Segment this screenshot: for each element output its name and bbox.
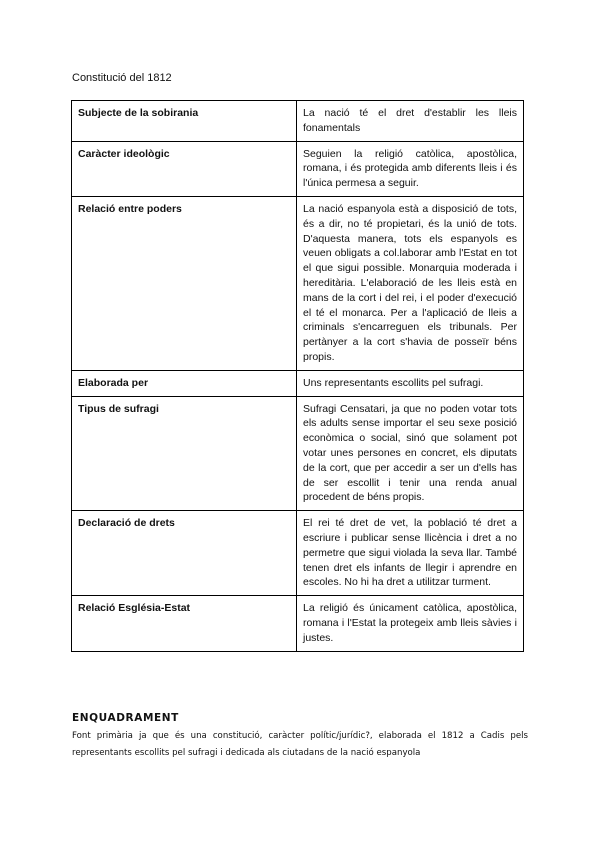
row-key: Relació Església-Estat: [72, 596, 297, 651]
constitution-table: [71, 100, 524, 652]
row-value: La nació té el dret d'establir les lleis fonamentals: [297, 101, 524, 142]
table-row: [72, 396, 524, 511]
row-key: Subjecte de la sobirania: [72, 101, 297, 142]
enquadrament-heading: ENQUADRAMENT: [72, 712, 179, 724]
table-row: [72, 511, 524, 596]
row-value: Seguien la religió catòlica, apostòlica, romana, i és protegida amb diferents lleis i és l'única permesa a seguir.: [297, 141, 524, 196]
row-key: Tipus de sufragi: [72, 396, 297, 511]
document-title: Constitució del 1812: [72, 72, 172, 84]
enquadrament-section: [72, 712, 528, 762]
row-key: Relació entre poders: [72, 196, 297, 370]
row-value: La religió és únicament catòlica, apostòlica, romana i l'Estat la protegeix amb lleis sàvies i justes.: [297, 596, 524, 651]
row-key: Caràcter ideològic: [72, 141, 297, 196]
table-row: [72, 370, 524, 396]
row-key: Declaració de drets: [72, 511, 297, 596]
row-key: Elaborada per: [72, 370, 297, 396]
row-value: La nació espanyola està a disposició de tots, és a dir, no té propietari, és la unió de tots. D'aquesta manera, tots els espanyols es veuen obligats a col.laborar amb l'Estat en tot el que sigui possible. Monarquia moderada i hereditària. L'elaboració de les lleis està en mans de la cort i del rei, i el poder d'execució el té el monarca. Per a l'aplicació de lleis a criminals s'encarreguen els tribunals. Per pertànyer a la cort s'havia de posseïr béns propis.: [297, 196, 524, 370]
table-row: [72, 596, 524, 651]
table-row: [72, 101, 524, 142]
table-row: [72, 141, 524, 196]
row-value: El rei té dret de vet, la població té dret a escriure i publicar sense llicència i dret a no permetre que sigui violada la seva llar. També tenen dret els infants de llegir i aprendre en escoles. No hi ha dret a utilitzar turment.: [297, 511, 524, 596]
row-value: Uns representants escollits pel sufragi.: [297, 370, 524, 396]
table-row: [72, 196, 524, 370]
enquadrament-text: Font primària ja que és una constitució, caràcter polític/jurídic?, elaborada el 1812 a Cadis pels representants escollits pel sufragi i dedicada als ciutadans de la nació espanyola: [72, 731, 528, 758]
row-value: Sufragi Censatari, ja que no poden votar tots els adults sense importar el seu sexe posició econòmica o social, sinó que solament pot votar unes persones en concret, els diputats de la cort, que per accedir a ser un d'ells has de ser escollit i tenir una renda anual procedent de béns propis.: [297, 396, 524, 511]
